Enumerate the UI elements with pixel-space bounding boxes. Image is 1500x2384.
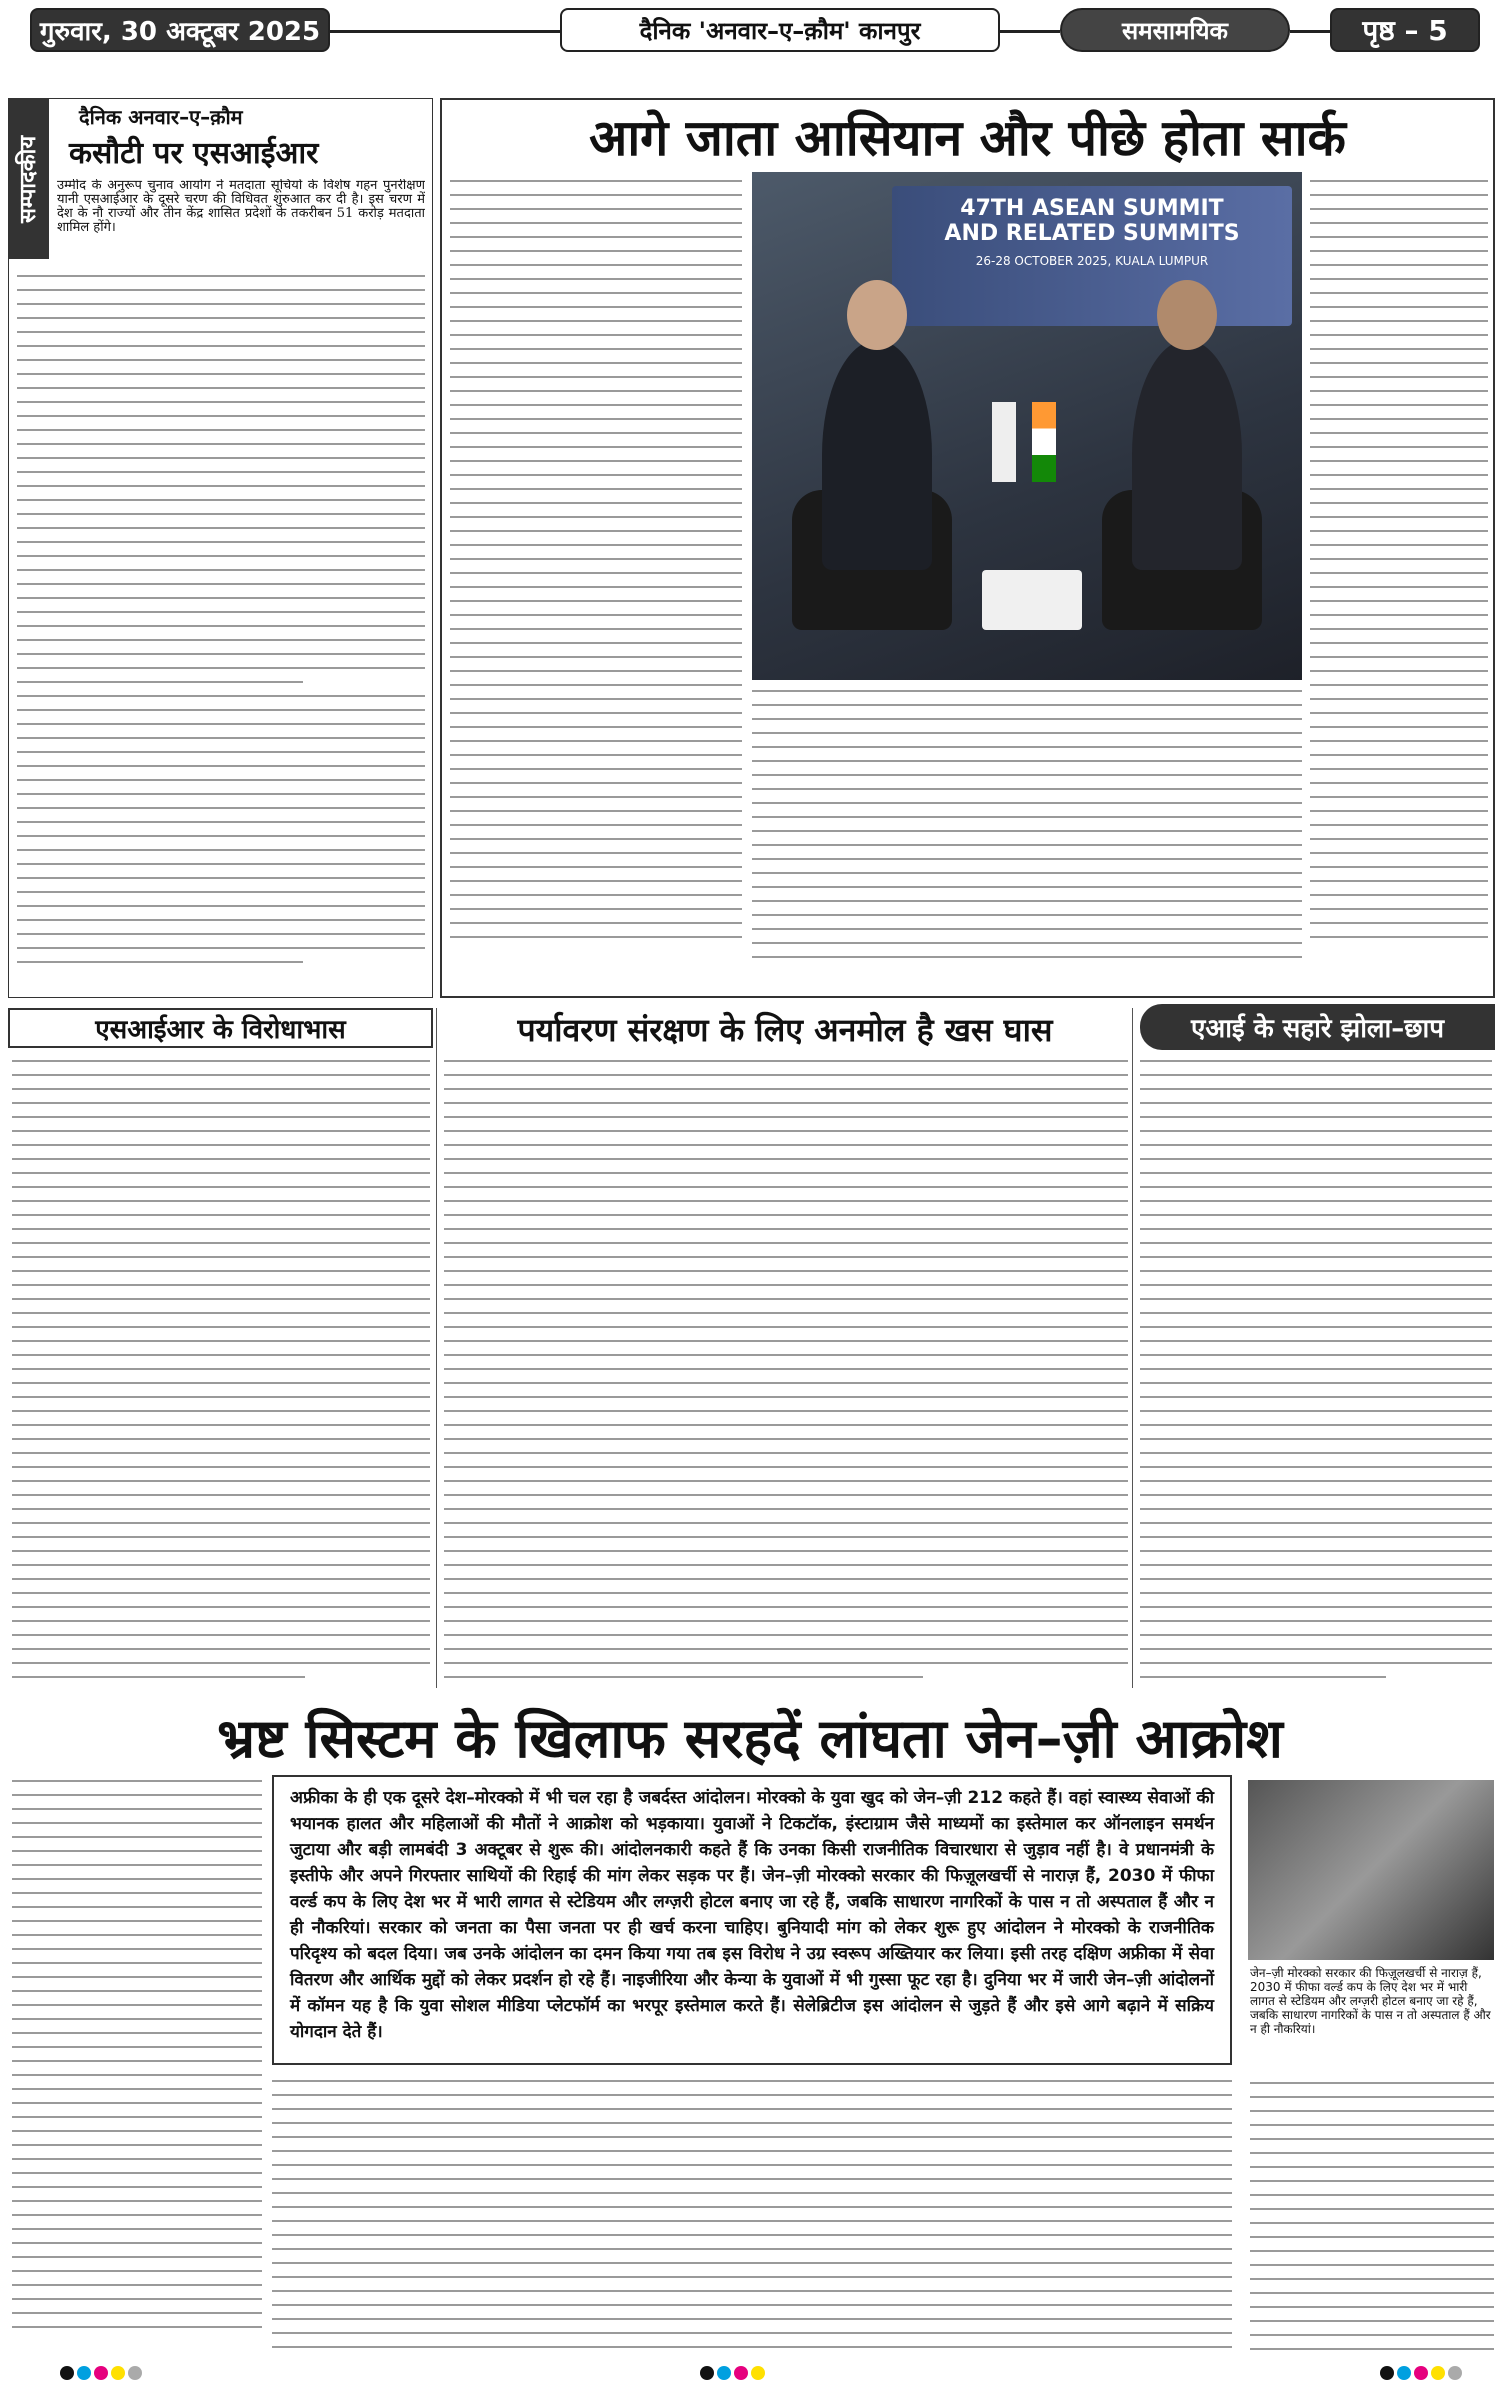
column-rule (436, 1008, 437, 1688)
editorial-tag: सम्पादकीय (9, 99, 49, 259)
editorial-title: कसौटी पर एसआईआर (69, 136, 319, 171)
side-table (982, 570, 1082, 630)
main-column-below-photo (752, 690, 1302, 990)
summit-photo (752, 172, 1302, 680)
india-flag (1032, 402, 1056, 482)
genz-lead-box: अफ्रीका के ही एक दूसरे देश–मोरक्को में भी चल रहा है जबर्दस्त आंदोलन। मोरक्को के युवा खुद को जेन–ज़ी 212 कहते हैं। वहां स्वास्थ्य सेवाओं की भयानक हालत और महिलाओं की मौतों ने आक्रोश को भड़काया। युवाओं ने टिकटॉक, इंस्टाग्राम जैसे माध्यमों का इस्तेमाल कर ऑनलाइन समर्थन जुटाया और बड़ी लामबंदी 3 अक्टूबर से शुरू की। आंदोलनकारी कहते हैं कि उनका किसी राजनीतिक विचारधारा से जुड़ाव नहीं है। वे प्रधानमंत्री के इस्तीफे और अपने गिरफ्तार साथियों की रिहाई की मांग लेकर सड़क पर हैं। जेन–ज़ी मोरक्को सरकार की फिज़ूलखर्ची से नाराज़ हैं, 2030 में फीफा वर्ल्ड कप के लिए देश भर में भारी लागत से स्टेडियम और लग्ज़री होटल बनाए जा रहे हैं, जबकि साधारण नागरिकों के पास न तो अस्पताल हैं और न ही नौकरियां। सरकार को जनता का पैसा जनता पर ही खर्च करना चाहिए। बुनियादी मांग को लेकर शुरू हुए आंदोलन ने मोरक्को के राजनीतिक परिदृश्य को बदल दिया। जब उनके आंदोलन का दमन किया गया तब इस विरोध ने उग्र स्वरूप अख्तियार कर लिया। इसी तरह दक्षिण अफ्रीका में सेवा वितरण और आर्थिक मुद्दों को लेकर प्रदर्शन हो रहे हैं। नाइजीरिया और केन्या के युवाओं में भी गुस्सा फूट रहा है। दुनिया भर में जारी जेन–ज़ी आंदोलनों में कॉमन यह है कि युवा सोशल मीडिया प्लेटफॉर्म का भरपूर इस्तेमाल करते हैं। सेलेब्रिटीज इस आंदोलन से जुड़ते हैं और इसे आगे बढ़ाने में सक्रिय योगदान देते हैं। (272, 1775, 1232, 2065)
main-headline: आगे जाता आसियान और पीछे होता सार्क (442, 100, 1493, 172)
editorial-intro: उम्मीद के अनुरूप चुनाव आयोग ने मतदाता सूचियों के विशेष गहन पुनरीक्षण यानी एसआईआर के दूसरे चरण की विधिवत शुरुआत कर दी है। इस चरण में देश के नौ राज्यों और तीन केंद्र शासित प्रदेशों के तकरीबन 51 करोड़ मतदाता शामिल होंगे। (57, 179, 425, 235)
summit-banner (892, 186, 1292, 326)
column-rule (1132, 1008, 1133, 1688)
korea-flag (992, 402, 1016, 482)
header-rule-mid (1000, 30, 1060, 33)
registration-marks-right (1380, 2366, 1462, 2380)
main-article (440, 98, 1495, 998)
registration-marks-left (60, 2366, 142, 2380)
env-body (444, 1060, 1128, 1690)
person-left (822, 340, 932, 570)
person-right (1132, 340, 1242, 570)
banner-line-2: AND RELATED SUMMITS (944, 221, 1240, 246)
header-page-number: पृष्ठ – 5 (1330, 8, 1480, 52)
editorial-brand: दैनिक अनवार–ए–क़ौम (79, 105, 243, 129)
ai-body (1140, 1060, 1492, 1690)
header-paper-name: दैनिक 'अनवार–ए–क़ौम' कानपुर (560, 8, 1000, 52)
sir-body (12, 1060, 430, 1690)
header-section: समसामयिक (1060, 8, 1290, 52)
main-column-1 (450, 180, 742, 990)
banner-line-3: 26-28 OCTOBER 2025, KUALA LUMPUR (975, 254, 1209, 268)
person-left-head (847, 280, 907, 350)
ai-headline: एआई के सहारे झोला–छाप (1140, 1004, 1495, 1050)
env-headline: पर्यावरण संरक्षण के लिए अनमोल है खस घास (517, 1010, 1053, 1049)
editorial-article (8, 98, 433, 998)
page-header (0, 0, 1500, 60)
header-date: गुरुवार, 30 अक्टूबर 2025 (30, 8, 330, 52)
genz-column-left (12, 1780, 262, 2360)
protest-photo (1248, 1780, 1494, 1960)
protest-photo-caption: जेन–ज़ी मोरक्को सरकार की फिज़ूलखर्ची से नाराज़ हैं, 2030 में फीफा वर्ल्ड कप के लिए देश भर में भारी लागत से स्टेडियम और लग्ज़री होटल बनाए जा रहे हैं, जबकि साधारण नागरिकों के पास न तो अस्पताल हैं और न ही नौकरियां। (1250, 1966, 1491, 2036)
sir-headline: एसआईआर के विरोधाभास (8, 1008, 433, 1048)
editorial-body (17, 275, 425, 985)
person-right-head (1157, 280, 1217, 350)
genz-body (272, 2080, 1232, 2360)
header-rule-right (1290, 30, 1330, 33)
main-column-3 (1310, 180, 1488, 990)
registration-marks-center (700, 2366, 765, 2380)
header-rule-left (330, 30, 560, 33)
banner-line-1: 47TH ASEAN SUMMIT (960, 196, 1224, 221)
genz-column-right (1250, 2082, 1494, 2360)
genz-headline: भ्रष्ट सिस्टम के खिलाफ सरहदें लांघता जेन–ज़ी आक्रोश (217, 1707, 1283, 1770)
